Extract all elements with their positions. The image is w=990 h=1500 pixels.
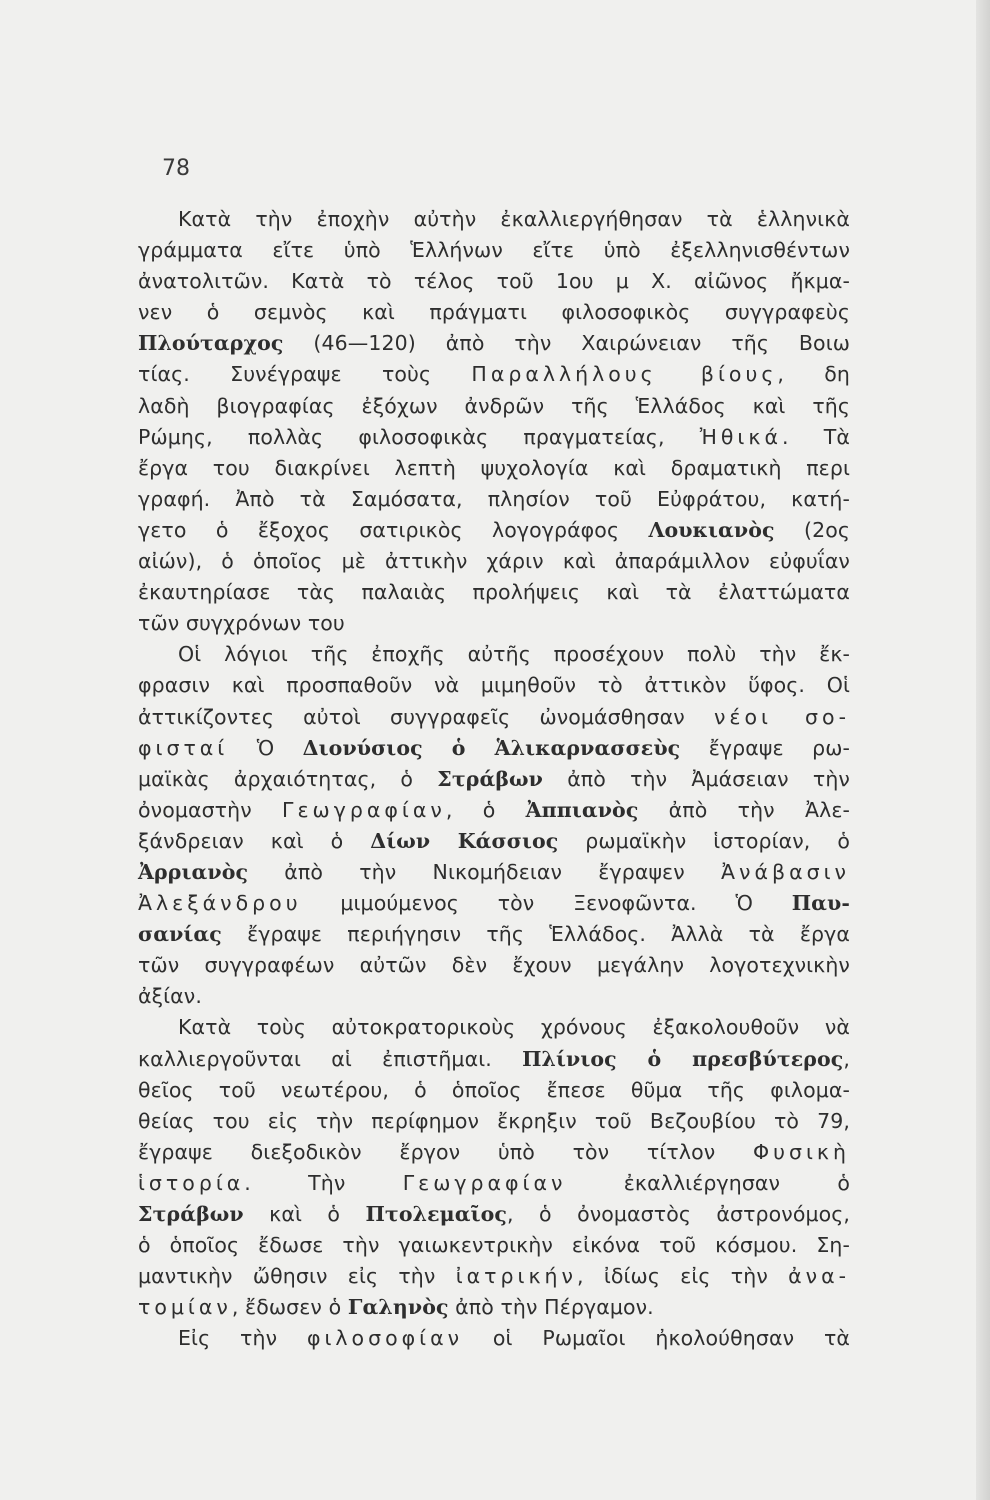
text-segment: Κατὰ τὴν ἐποχὴν αὐτὴν ἐκαλλιεργήθησαν τὰ ἑλληνικὰ <box>178 207 850 231</box>
text-segment: ἀνατολιτῶν. Κατὰ τὸ τέλος τοῦ 1ου μ Χ. αἰῶνος ἤκμα- <box>138 269 850 294</box>
text-segment: ἀττικίζοντες αὐτοὶ συγγραφεῖς ὠνομάσθησαν <box>138 704 714 729</box>
page-number: 78 <box>162 156 190 181</box>
text-segment: θεῖος τοῦ νεωτέρου, ὁ ὁποῖος ἔπεσε θῦμα τῆς φιλομα- <box>138 1077 850 1102</box>
text-line <box>138 235 850 266</box>
spaced-title: φιλοσοφίαν <box>306 1326 464 1351</box>
text-line <box>138 1292 850 1323</box>
text-segment: φρασιν καὶ προσπαθοῦν νὰ μιμηθοῦν τὸ ἀττικὸν ὕφος. Οἱ <box>138 673 850 698</box>
text-line <box>138 546 850 577</box>
text-segment: γραφή. Ἀπὸ τὰ Σαμόσατα, πλησίον τοῦ Εὐφράτου, κατή- <box>138 486 850 511</box>
text-line <box>138 328 850 359</box>
bold-name: Παυ- <box>791 891 850 916</box>
text-line <box>138 1261 850 1292</box>
text-segment: οἱ Ρωμαῖοι ἠκολούθησαν τὰ <box>463 1326 850 1351</box>
spaced-title: ἀνα- <box>788 1264 850 1289</box>
text-segment: Ὁ <box>228 735 303 760</box>
bold-name: Δίων Κάσσιος <box>370 828 559 853</box>
text-segment: ἀπὸ τὴν Ἀλε- <box>638 797 851 822</box>
text-line <box>138 1323 850 1354</box>
text-line <box>138 981 850 1012</box>
text-segment: μαντικὴν ὤθησιν εἰς τὴν <box>138 1264 456 1289</box>
page-edge-shadow <box>976 0 990 1500</box>
text-segment: Ρώμης, πολλὰς φιλοσοφικὰς πραγματείας, <box>138 424 700 449</box>
spaced-title: νέοι σο- <box>713 704 850 729</box>
text-segment: , ὁ ὀνομαστὸς ἀστρονόμος, <box>507 1202 851 1226</box>
text-line <box>138 204 850 235</box>
text-line <box>138 1075 850 1106</box>
spaced-title: Παραλλήλους βίους <box>471 362 778 387</box>
text-segment: ἔγραψε διεξοδικὸν ἔργον ὑπὸ τὸν τίτλον <box>138 1139 753 1164</box>
text-segment: ξάνδρειαν καὶ ὁ <box>138 828 371 853</box>
text-line <box>138 1012 850 1043</box>
text-line <box>138 1230 850 1261</box>
text-segment: αἰών), ὁ ὁποῖος μὲ ἀττικὴν χάριν καὶ ἀπαράμιλλον εὐφυΐαν <box>138 549 850 574</box>
spaced-title: τομίαν <box>138 1295 232 1320</box>
text-segment: Οἱ λόγιοι τῆς ἐποχῆς αὐτῆς προσέχουν πολὺ τὴν ἔκ- <box>178 642 850 667</box>
text-segment: ἔργα του διακρίνει λεπτὴ ψυχολογία καὶ δραματικὴ περι <box>138 455 850 480</box>
text-line <box>138 453 850 484</box>
text-segment: ρωμαϊκὴν ἱστορίαν, ὁ <box>558 828 851 853</box>
bold-name: Στράβων <box>437 766 543 791</box>
text-line <box>138 391 850 422</box>
bold-name: Λουκιανὸς <box>648 517 775 542</box>
text-line <box>138 1137 850 1168</box>
body-text <box>138 204 850 1354</box>
text-line <box>138 670 850 701</box>
text-segment: μιμούμενος τὸν Ξενοφῶντα. Ὁ <box>301 891 792 916</box>
bold-name: Πτολεμαῖος <box>365 1202 507 1226</box>
text-line <box>138 422 850 453</box>
spaced-title: ἰατρικήν <box>455 1264 577 1289</box>
text-segment: , ὁ <box>445 797 526 822</box>
text-segment: ἀξίαν. <box>138 984 202 1009</box>
text-line <box>138 1106 850 1137</box>
text-segment: ἐκαλλιέργησαν ὁ <box>566 1170 850 1195</box>
bold-name: Πλούταρχος <box>138 331 284 356</box>
text-line <box>138 857 850 888</box>
text-segment: (2ος <box>774 517 850 542</box>
text-segment: θείας του εἰς τὴν περίφημον ἔκρηξιν τοῦ Βεζουβίου τὸ 79, <box>138 1108 850 1133</box>
text-segment: . Τὰ <box>781 424 850 449</box>
text-line <box>138 764 850 795</box>
text-segment: (46—120) ἀπὸ τὴν Χαιρώνειαν τῆς Βοιω <box>283 331 850 356</box>
text-line <box>138 795 850 826</box>
spaced-title: Γεωγραφίαν <box>282 797 446 822</box>
text-line <box>138 1044 850 1075</box>
text-segment: , ἰδίως εἰς τὴν <box>576 1264 789 1289</box>
text-line <box>138 608 850 639</box>
bold-name: Διονύσιος ὁ Ἁλικαρνασσεὺς <box>302 735 681 760</box>
text-segment: ἐκαυτηρίασε τὰς παλαιὰς προλήψεις καὶ τὰ ἐλαττώματα <box>138 580 850 605</box>
text-segment: ὁ ὁποῖος ἔδωσε τὴν γαιωκεντρικὴν εἰκόνα τοῦ κόσμου. Ση- <box>138 1233 850 1258</box>
bold-name: Γαληνὸς <box>347 1295 449 1320</box>
text-line <box>138 515 850 546</box>
text-segment: νεν ὁ σεμνὸς καὶ πράγματι φιλοσοφικὸς συγγραφεὺς <box>138 300 850 325</box>
text-segment: τῶν συγχρόνων του <box>138 611 345 636</box>
text-line <box>138 639 850 670</box>
spaced-title: φισταί <box>138 735 229 760</box>
text-segment: . Τὴν <box>244 1170 403 1195</box>
text-segment: ἀπὸ τὴν Πέργαμον. <box>448 1295 654 1320</box>
text-line <box>138 1168 850 1199</box>
text-line <box>138 359 850 390</box>
spaced-title: ἱστορία <box>138 1170 245 1195</box>
bold-name: Στράβων <box>138 1202 244 1226</box>
text-line <box>138 484 850 515</box>
text-segment: ἔγραψε ρω- <box>680 735 850 760</box>
text-segment: λαδὴ βιογραφίας ἐξόχων ἀνδρῶν τῆς Ἑλλάδος καὶ τῆς <box>138 393 850 418</box>
bold-name: σανίας <box>138 922 222 947</box>
text-segment: Κατὰ τοὺς αὐτοκρατορικοὺς χρόνους ἐξακολουθοῦν νὰ <box>178 1015 850 1040</box>
text-line <box>138 826 850 857</box>
text-segment: ἀπὸ τὴν Νικομήδειαν ἔγραψεν <box>248 859 722 884</box>
text-segment: τίας. Συνέγραψε τοὺς <box>138 362 472 387</box>
text-segment: Εἰς τὴν <box>178 1326 307 1351</box>
text-line <box>138 733 850 764</box>
text-line <box>138 919 850 950</box>
text-line <box>138 702 850 733</box>
bold-name: Ἀρριανὸς <box>138 859 249 884</box>
text-line <box>138 1199 850 1230</box>
text-segment: , δη <box>777 362 851 387</box>
text-line <box>138 266 850 297</box>
text-segment: ὀνομαστὴν <box>138 797 283 822</box>
spaced-title: Ἠθικά <box>699 424 782 449</box>
text-segment: μαϊκὰς ἀρχαιότητας, ὁ <box>138 766 438 791</box>
text-segment: , <box>843 1046 850 1071</box>
spaced-title: Γεωγραφίαν <box>402 1170 567 1195</box>
text-segment: καὶ ὁ <box>243 1202 366 1226</box>
spaced-title: Ἀλεξάνδρου <box>138 891 302 916</box>
text-segment: , ἔδωσεν ὁ <box>231 1295 348 1320</box>
bold-name: Ἀππιανὸς <box>525 797 639 822</box>
text-segment: γετο ὁ ἔξοχος σατιρικὸς λογογράφος <box>138 517 649 542</box>
bold-name: Πλίνιος ὁ πρεσβύτερος <box>522 1046 844 1071</box>
text-line <box>138 950 850 981</box>
spaced-title: Φυσικὴ <box>752 1139 850 1164</box>
text-segment: καλλιεργοῦνται αἱ ἐπιστῆμαι. <box>138 1046 523 1071</box>
text-segment: ἔγραψε περιήγησιν τῆς Ἑλλάδος. Ἀλλὰ τὰ ἔργα <box>221 922 850 947</box>
text-line <box>138 297 850 328</box>
text-segment: γράμματα εἴτε ὑπὸ Ἑλλήνων εἴτε ὑπὸ ἐξελληνισθέντων <box>138 238 850 263</box>
text-segment: τῶν συγγραφέων αὐτῶν δὲν ἔχουν μεγάλην λογοτεχνικὴν <box>138 953 850 978</box>
text-segment: ἀπὸ τὴν Ἀμάσειαν τὴν <box>543 766 850 791</box>
spaced-title: Ἀνάβασιν <box>721 859 850 884</box>
text-line <box>138 577 850 608</box>
text-line <box>138 888 850 919</box>
